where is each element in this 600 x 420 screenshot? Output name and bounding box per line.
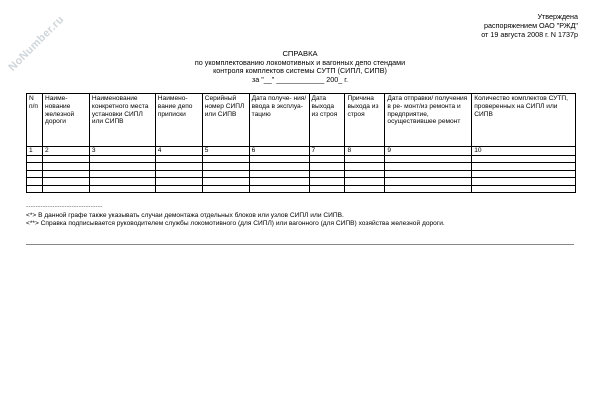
column-number: 2 (42, 147, 89, 156)
empty-row (27, 155, 576, 163)
empty-row (27, 178, 576, 186)
empty-row (27, 163, 576, 171)
column-header: Серийный номер СИПЛ или СИПВ (202, 94, 249, 147)
column-header: Количество комплектов СУТП, проверенных на СИПЛ или СИПВ (472, 94, 576, 147)
date-line: за "__" ____________ 200_ г. (251, 74, 349, 84)
empty-row (27, 185, 576, 193)
column-number: 3 (89, 147, 155, 156)
column-header: Наиме- нование железной дороги (42, 94, 89, 147)
column-number-row (27, 147, 576, 156)
column-header: Причина выхода из строя (345, 94, 385, 147)
header-row (27, 94, 576, 147)
approval-line-3: от 19 августа 2008 г. N 1737р (481, 30, 578, 39)
column-number: 8 (345, 147, 385, 156)
column-number: 7 (309, 147, 345, 156)
footnote-1: <*> В данной графе также указывать случаи демонтажа отдельных блоков или узлов СИПЛ или СИПВ. (26, 212, 344, 219)
empty-row (27, 170, 576, 178)
column-header: Дата отправки/ получения в ре- монт/из ремонта и предприятие, осуществившее ремонт (385, 94, 472, 147)
document-heading (0, 50, 600, 84)
column-header: Дата получе- ния/ввода в эксплуа- тацию (249, 94, 309, 147)
column-number: 9 (385, 147, 472, 156)
column-number: 5 (202, 147, 249, 156)
column-number: 10 (472, 147, 576, 156)
footnotes (26, 212, 445, 228)
column-header: Наименование конкретного места установки СИПЛ или СИПВ (89, 94, 155, 147)
column-number: 6 (249, 147, 309, 156)
document-title: СПРАВКА (282, 49, 318, 58)
approval-line-2: распоряжением ОАО "РЖД" (484, 21, 578, 30)
watermark: NoNumber.ru (6, 13, 67, 74)
heading-line-2: контроля комплектов системы СУТП (СИПЛ, СИПВ) (213, 66, 387, 76)
report-table (26, 93, 576, 193)
page-divider (26, 244, 574, 245)
heading-line-1: по укомплектованию локомотивных и вагонных депо стендами (194, 57, 406, 67)
column-number: 4 (155, 147, 202, 156)
column-header: Дата выхода из строя (309, 94, 345, 147)
column-number: 1 (27, 147, 43, 156)
footnote-separator: -------------------------------- (26, 203, 103, 210)
approval-line-1: Утверждена (537, 12, 578, 21)
column-header: N п/п (27, 94, 43, 147)
approval-block (481, 12, 578, 39)
column-header: Наимено- вание депо приписки (155, 94, 202, 147)
footnote-2: <**> Справка подписывается руководителем службы локомотивного (для СИПЛ) или вагонного (для СИПВ) хозяйства железной дороги. (26, 220, 445, 227)
